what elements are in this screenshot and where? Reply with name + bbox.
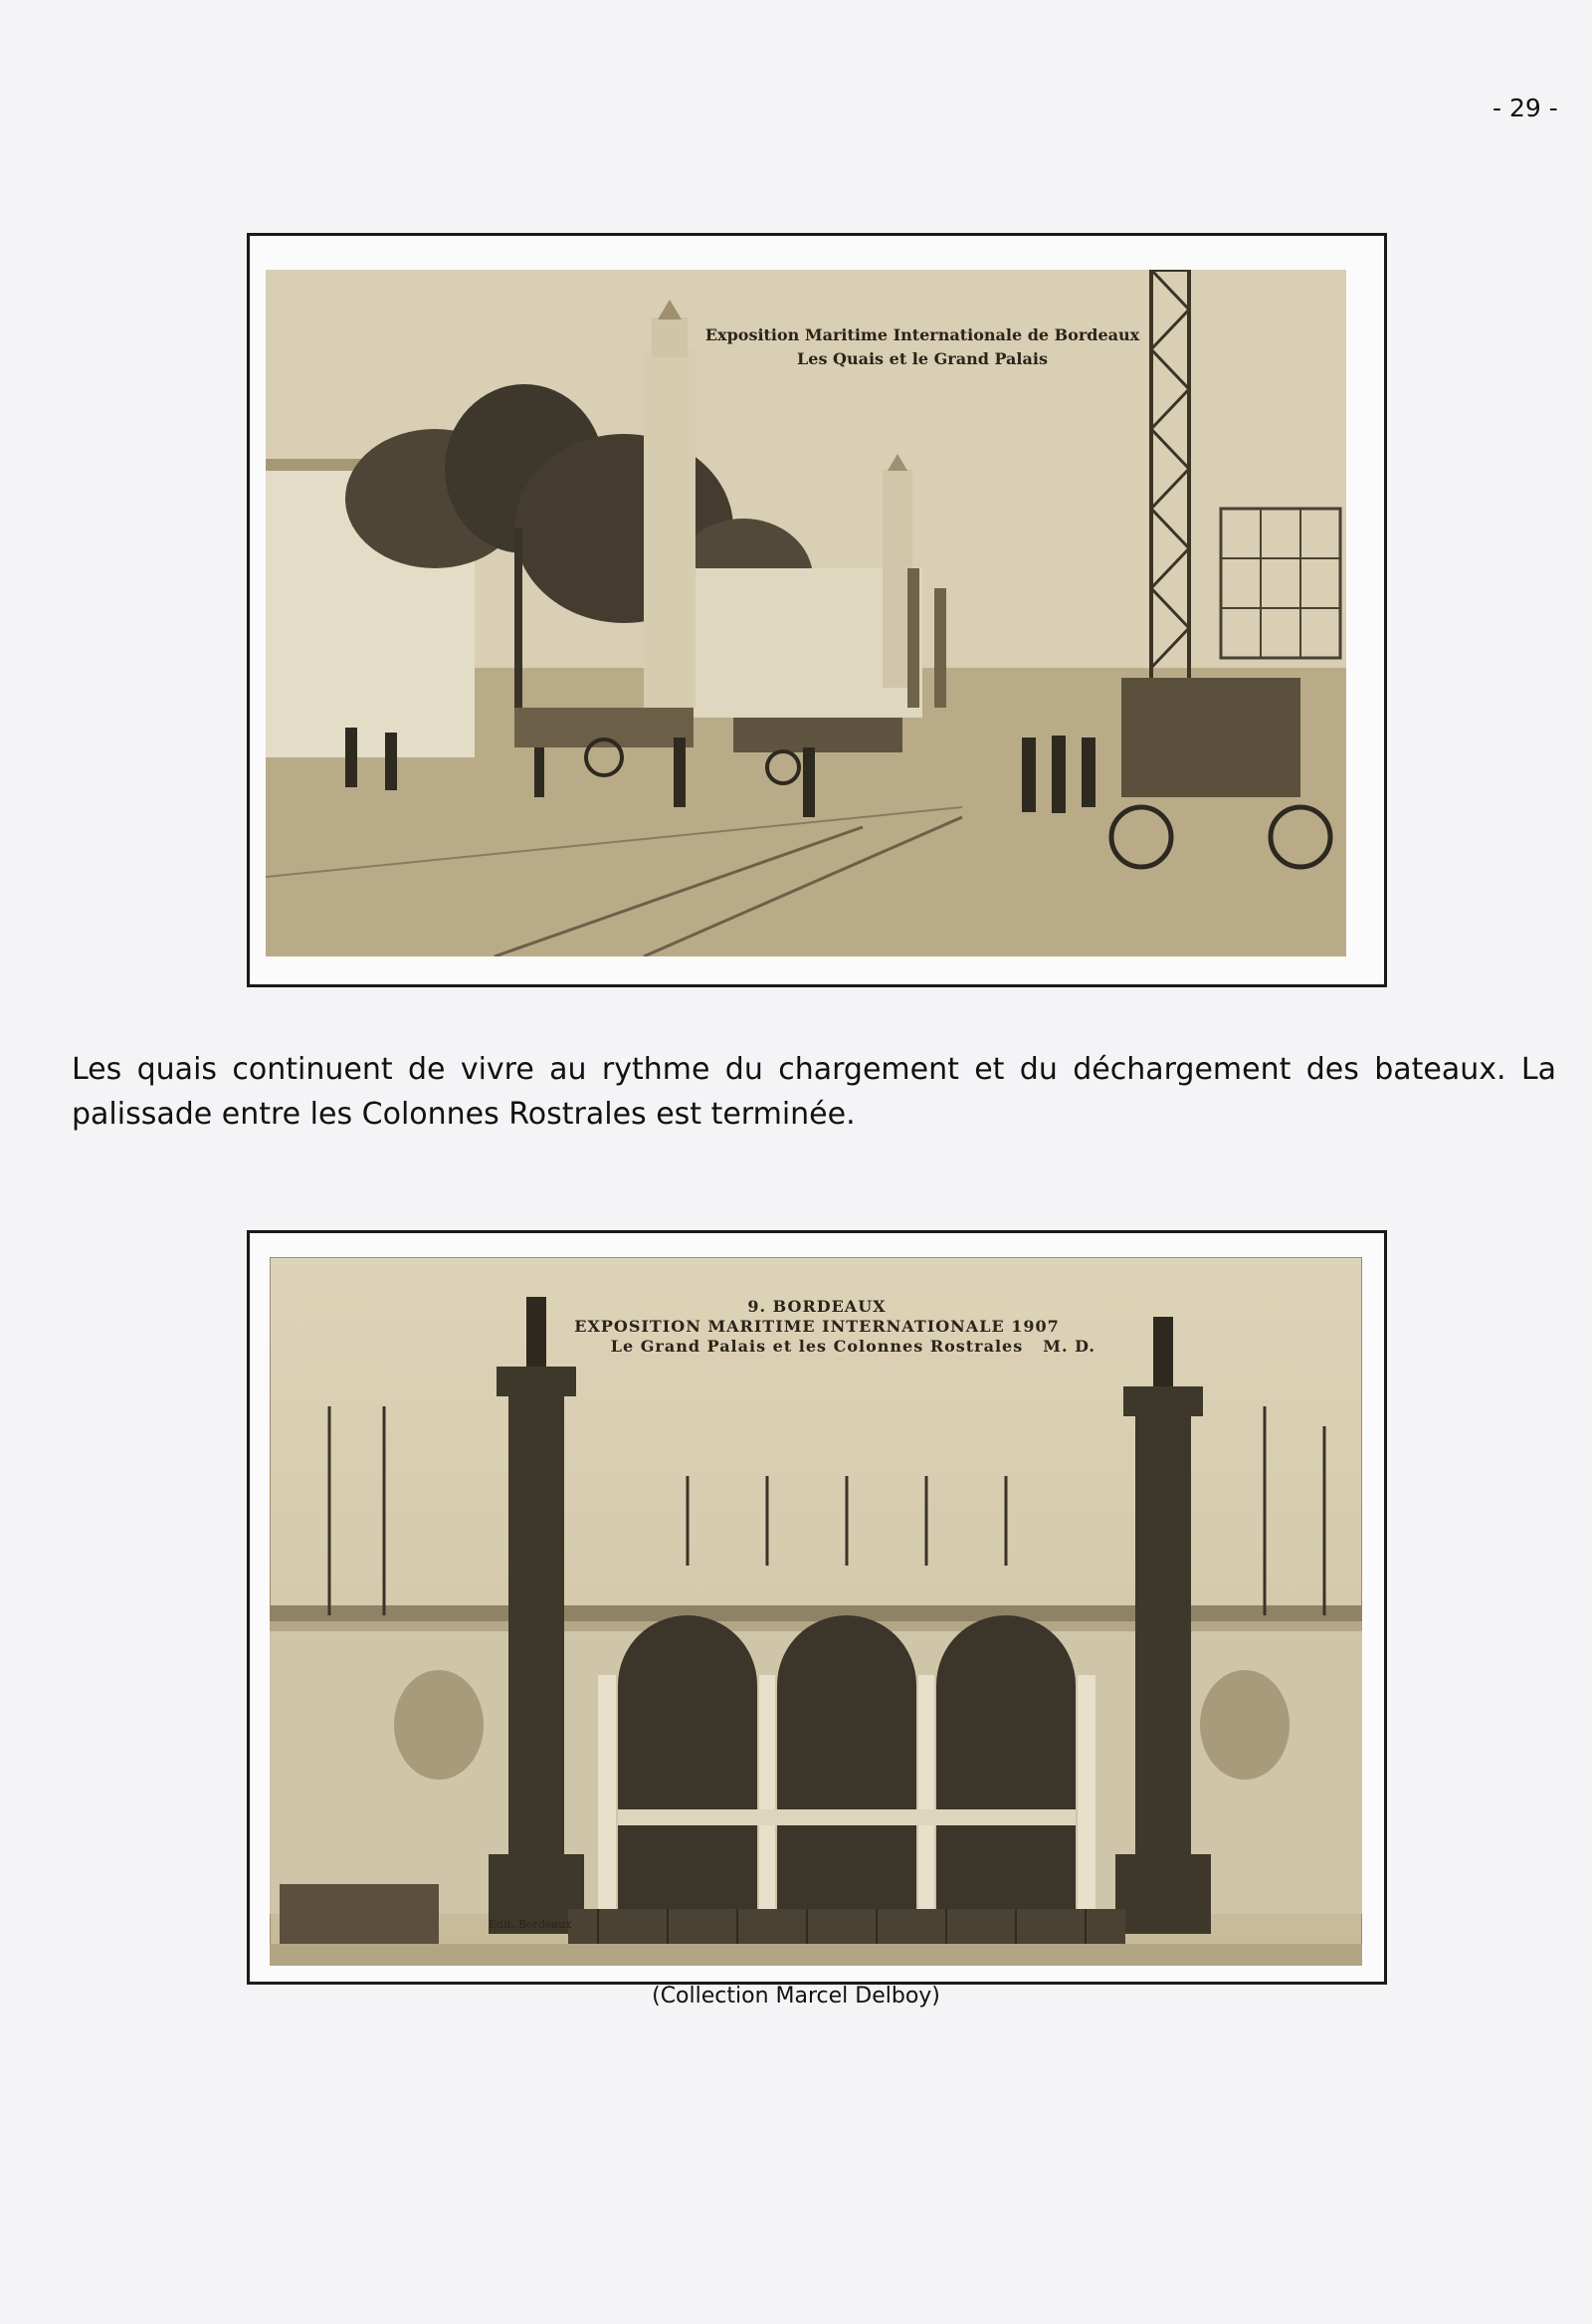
postcard-1-caption-line1: Exposition Maritime Internationale de Bordeaux: [704, 325, 1140, 344]
postcard-frame-2: [247, 1230, 1387, 1985]
postcard-quais-grand-palais: [266, 270, 1346, 956]
postcard-2-edit-mark: Edit. Bordeaux: [489, 1918, 572, 1931]
postcard-1-scene: [266, 270, 1346, 956]
postcard-2-scene: [270, 1257, 1362, 1966]
postcard-2-caption-line3: Le Grand Palais et les Colonnes Rostrales: [610, 1337, 1024, 1356]
postcard-2-caption-line2: EXPOSITION MARITIME INTERNATIONALE 1907: [574, 1317, 1060, 1336]
postcard-frame-1: [247, 233, 1387, 987]
postcard-1-caption-line2: Les Quais et le Grand Palais: [797, 349, 1048, 368]
postcard-2-publisher-mark: M. D.: [1043, 1337, 1095, 1356]
body-paragraph: Les quais continuent de vivre au rythme du chargement et du déchargement des bateaux. La palissade entre les Colonnes Rostrales est terminée.: [72, 1052, 1556, 1132]
postcard-1-caption: [703, 323, 1141, 371]
postcard-2-caption-line1: 9. BORDEAUX: [747, 1297, 887, 1316]
collection-credit: (Collection Marcel Delboy): [652, 1984, 940, 2008]
postcard-2-caption: [568, 1297, 1095, 1357]
postcard-grand-palais-colonnes: [270, 1257, 1362, 1966]
page-number: - 29 -: [1492, 94, 1558, 122]
